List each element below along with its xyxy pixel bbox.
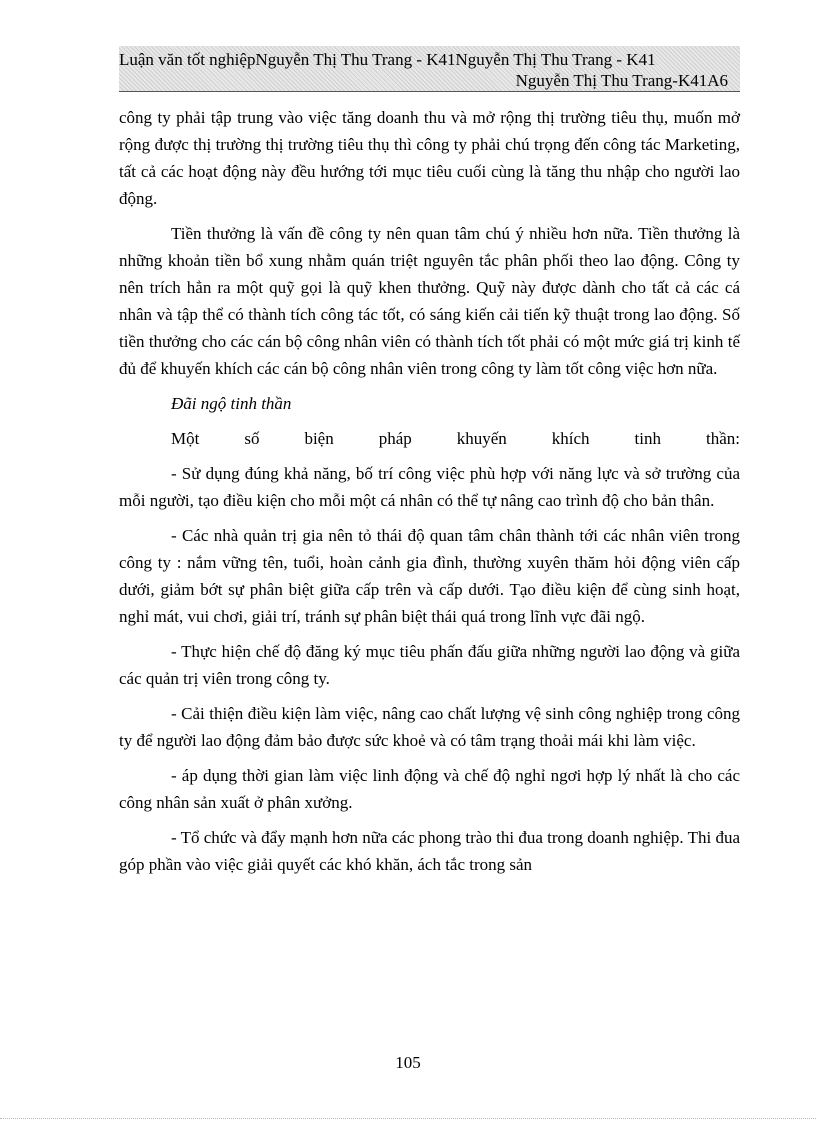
- bullet-goal-registration: - Thực hiện chế độ đăng ký mục tiêu phấn đấu giữa những người lao động và giữa các quản trị viên trong công ty.: [119, 642, 740, 688]
- page-bottom-divider: [0, 1118, 816, 1119]
- paragraph-bonus: Tiền thưởng là vấn đề công ty nên quan tâm chú ý nhiều hơn nữa. Tiền thưởng là những khoản tiền bổ xung nhằm quán triệt nguyên tắc phân phối theo lao động. Công ty nên trích hẳn ra một quỹ gọi là quỹ khen thưởng. Quỹ này được dành cho tất cả các cá nhân và tập thể có thành tích công tác tốt, có sáng kiến cải tiến kỹ thuật trong lao động. Số tiền thưởng cho các cán bộ công nhân viên có thành tích tốt phải có một mức giá trị kinh tế đủ để khuyến khích các cán bộ công nhân viên trong công ty làm tốt công việc hơn nữa.: [119, 224, 740, 378]
- bullet-use-abilities: - Sử dụng đúng khả năng, bố trí công việc phù hợp với năng lực và sở trường của mỗi người, tạo điều kiện cho mỗi một cá nhân có thể tự nâng cao trình độ cho bản thân.: [119, 464, 740, 510]
- bullet-emulation-movements: - Tổ chức và đẩy mạnh hơn nữa các phong trào thi đua trong doanh nghiệp. Thi đua góp phần vào việc giải quyết các khó khăn, ách tắc trong sản: [119, 828, 740, 874]
- paragraph-revenue: công ty phải tập trung vào việc tăng doanh thu và mở rộng thị trường tiêu thụ, muốn mở rộng được thị trường thị trường tiêu thụ thì công ty phải chú trọng đến công tác Marketing, tất cả các hoạt động này đều hướng tới mục tiêu cuối cùng là tăng thu nhập cho người lao động.: [119, 108, 740, 208]
- page-header: [119, 46, 740, 92]
- bullet-flexible-time: - áp dụng thời gian làm việc linh động và chế độ nghỉ ngơi hợp lý nhất là cho các công nhân sản xuất ở phân xưởng.: [119, 766, 740, 812]
- page-number: 105: [395, 1053, 421, 1072]
- header-line-2: Nguyễn Thị Thu Trang-K41A6: [515, 71, 728, 90]
- document-body: [119, 104, 740, 886]
- bullet-manager-attitude: - Các nhà quản trị gia nên tỏ thái độ quan tâm chân thành tới các nhân viên trong công ty : nắm vững tên, tuổi, hoàn cảnh gia đình, thường xuyên thăm hỏi động viên cấp dưới, giảm bớt sự phân biệt giữa cấp trên và cấp dưới. Tạo điều kiện để cùng sinh hoạt, nghỉ mát, vui chơi, giải trí, tránh sự phân biệt thái quá trong lĩnh vực đãi ngộ.: [119, 526, 740, 626]
- paragraph-measures-intro: Một số biện pháp khuyến khích tinh thần:: [171, 429, 740, 448]
- bullet-working-conditions: - Cải thiện điều kiện làm việc, nâng cao chất lượng vệ sinh công nghiệp trong công ty để người lao động đảm bảo được sức khoẻ và có tâm trạng thoải mái khi làm việc.: [119, 704, 740, 750]
- section-heading-spiritual-benefits: Đãi ngộ tinh thần: [171, 394, 292, 413]
- header-line-1: Luận văn tốt nghiệpNguyễn Thị Thu Trang - K41Nguyễn Thị Thu Trang - K41: [119, 50, 656, 69]
